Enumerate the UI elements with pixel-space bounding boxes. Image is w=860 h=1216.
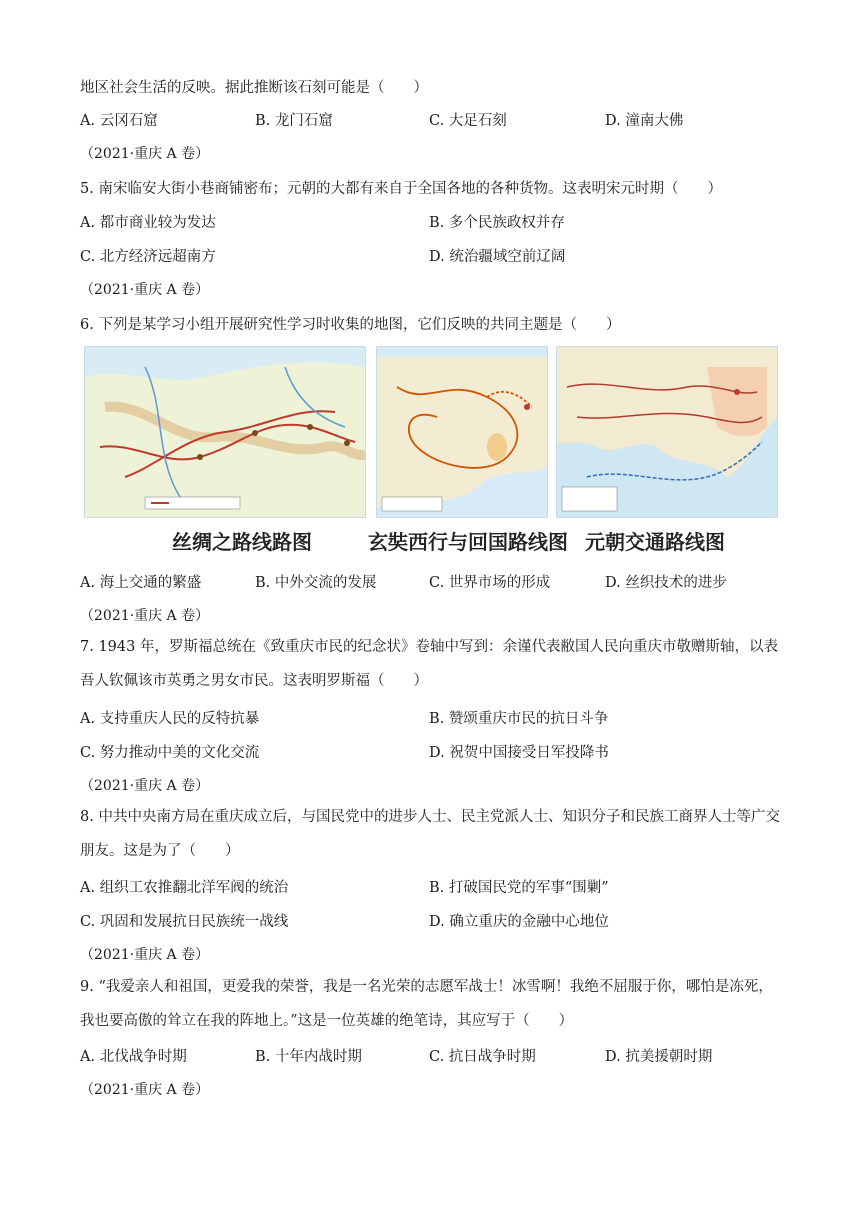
q6-option-c[interactable]: C. 世界市场的形成 bbox=[429, 575, 551, 591]
q6-option-d[interactable]: D. 丝织技术的进步 bbox=[605, 575, 727, 591]
q6-option-b[interactable]: B. 中外交流的发展 bbox=[255, 575, 377, 591]
yuan-routes-map bbox=[556, 346, 778, 518]
caption-yuan: 元朝交通路线图 bbox=[585, 530, 725, 554]
q8-option-c[interactable]: C. 巩固和发展抗日民族统一战线 bbox=[80, 914, 289, 930]
q9-option-a[interactable]: A. 北伐战争时期 bbox=[80, 1049, 187, 1065]
q8-option-d[interactable]: D. 确立重庆的金融中心地位 bbox=[429, 914, 609, 930]
q7-option-b[interactable]: B. 赞颂重庆市民的抗日斗争 bbox=[429, 711, 609, 727]
q7-source: （2021·重庆 A 卷） bbox=[80, 778, 210, 794]
q4-option-a[interactable]: A. 云冈石窟 bbox=[80, 113, 158, 129]
caption-xuanzang: 玄奘西行与回国路线图 bbox=[368, 530, 568, 554]
xuanzang-route-map bbox=[376, 346, 548, 518]
q4-option-c[interactable]: C. 大足石刻 bbox=[429, 113, 507, 129]
q5-option-d[interactable]: D. 统治疆域空前辽阔 bbox=[429, 249, 566, 265]
q5-source: （2021·重庆 A 卷） bbox=[80, 282, 210, 298]
q8-option-a[interactable]: A. 组织工农推翻北洋军阀的统治 bbox=[80, 880, 289, 896]
q4-stem-tail: 地区社会生活的反映。据此推断该石刻可能是（ ） bbox=[80, 80, 428, 96]
q8-option-b[interactable]: B. 打破国民党的军事“围剿” bbox=[429, 880, 609, 896]
silk-road-map bbox=[84, 346, 366, 518]
q6-option-a[interactable]: A. 海上交通的繁盛 bbox=[80, 575, 202, 591]
q4-source: （2021·重庆 A 卷） bbox=[80, 146, 210, 162]
q5-option-c[interactable]: C. 北方经济远超南方 bbox=[80, 249, 216, 265]
q9-stem: 9. “我爱亲人和祖国，更爱我的荣誉，我是一名光荣的志愿军战士！冰雪啊！我绝不屈服于你，哪怕是冻死，我也要高傲的耸立在我的阵地上。”这是一位英雄的绝笔诗，其应写于（ ） bbox=[80, 979, 773, 1029]
q6-stem: 6. 下列是某学习小组开展研究性学习时收集的地图，它们反映的共同主题是（ ） bbox=[80, 317, 621, 333]
q8-stem: 8. 中共中央南方局在重庆成立后，与国民党中的进步人士、民主党派人士、知识分子和民族工商界人士等广交朋友。这是为了（ ） bbox=[80, 809, 780, 859]
q9-source: （2021·重庆 A 卷） bbox=[80, 1082, 210, 1098]
q7-option-d[interactable]: D. 祝贺中国接受日军投降书 bbox=[429, 745, 609, 761]
q4-option-b[interactable]: B. 龙门石窟 bbox=[255, 113, 333, 129]
q5-option-a[interactable]: A. 都市商业较为发达 bbox=[80, 215, 216, 231]
q8-source: （2021·重庆 A 卷） bbox=[80, 947, 210, 963]
q7-stem: 7. 1943 年，罗斯福总统在《致重庆市民的纪念状》卷轴中写到：余谨代表敝国人民向重庆市敬赠斯轴，以表吾人钦佩该市英勇之男女市民。这表明罗斯福（ ） bbox=[80, 639, 778, 689]
q9-option-d[interactable]: D. 抗美援朝时期 bbox=[605, 1049, 713, 1065]
q6-map-group bbox=[84, 346, 776, 516]
q6-source: （2021·重庆 A 卷） bbox=[80, 608, 210, 624]
q7-option-a[interactable]: A. 支持重庆人民的反特抗暴 bbox=[80, 711, 260, 727]
q4-option-d[interactable]: D. 潼南大佛 bbox=[605, 113, 684, 129]
q9-option-c[interactable]: C. 抗日战争时期 bbox=[429, 1049, 536, 1065]
q7-option-c[interactable]: C. 努力推动中美的文化交流 bbox=[80, 745, 260, 761]
q5-option-b[interactable]: B. 多个民族政权并存 bbox=[429, 215, 565, 231]
q9-option-b[interactable]: B. 十年内战时期 bbox=[255, 1049, 362, 1065]
q5-stem: 5. 南宋临安大街小巷商铺密布；元朝的大都有来自于全国各地的各种货物。这表明宋元时期（ ） bbox=[80, 181, 722, 197]
caption-silk-road: 丝绸之路线路图 bbox=[172, 530, 312, 554]
